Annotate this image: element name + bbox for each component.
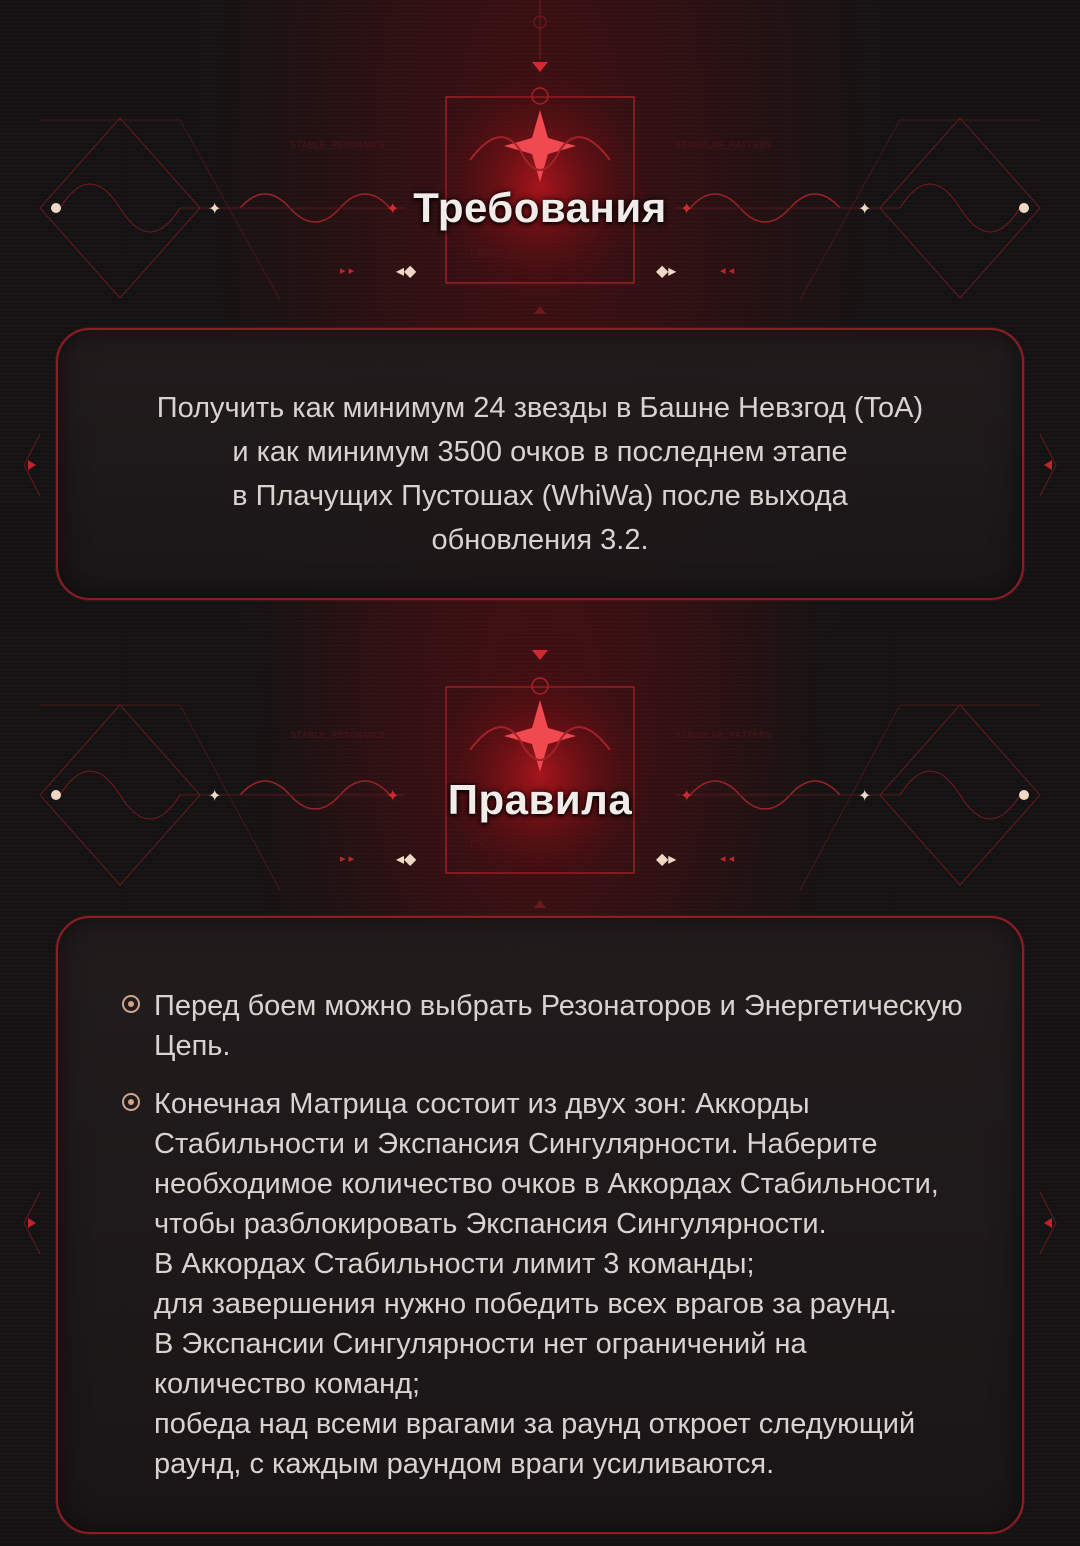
svg-text:◂◆: ◂◆ bbox=[396, 263, 417, 280]
rules-panel bbox=[56, 916, 1024, 1534]
side-marker-left-icon bbox=[20, 1188, 44, 1258]
svg-text:✦: ✦ bbox=[680, 201, 694, 218]
bullet-icon bbox=[122, 995, 140, 1013]
requirements-line: Получить как минимум 24 звезды в Башне Невзгод (ToA) bbox=[156, 392, 924, 424]
bullet-icon bbox=[122, 1093, 140, 1111]
rule-line: для завершения нужно победить всех врагов за раунд. bbox=[154, 1288, 898, 1320]
requirements-text bbox=[58, 386, 1022, 562]
rules-list bbox=[118, 986, 998, 1502]
rule-line: В Аккордах Стабильности лимит 3 команды; bbox=[154, 1248, 755, 1280]
requirements-panel bbox=[56, 328, 1024, 600]
rule-line: Конечная Матрица состоит из двух зон: Аккорды bbox=[154, 1088, 810, 1120]
rule-line: В Экспансии Сингулярности нет ограничений на bbox=[154, 1328, 807, 1360]
svg-text:◆▸: ◆▸ bbox=[656, 851, 677, 868]
rules-title: Правила bbox=[447, 776, 633, 823]
svg-text:✦: ✦ bbox=[858, 788, 872, 805]
svg-text:✦: ✦ bbox=[680, 788, 694, 805]
rule-line: победа над всеми врагами за раунд откроет следующий bbox=[154, 1408, 916, 1440]
requirements-line: обновления 3.2. bbox=[431, 524, 649, 556]
requirements-header bbox=[0, 0, 1080, 320]
rule-line: Перед боем можно выбрать Резонаторов и Энергетическую bbox=[154, 990, 963, 1022]
header-ornament bbox=[0, 590, 1080, 910]
svg-text:SINGULAR_PATTERN: SINGULAR_PATTERN bbox=[675, 141, 772, 152]
requirements-title: Требования bbox=[413, 184, 667, 231]
svg-text:◆▸: ◆▸ bbox=[656, 263, 677, 280]
rule-item bbox=[118, 1084, 998, 1484]
side-marker-right-icon bbox=[1036, 430, 1060, 500]
svg-text:◂ ◂: ◂ ◂ bbox=[720, 853, 735, 865]
svg-text:◂ ◂: ◂ ◂ bbox=[720, 265, 735, 277]
rule-line: Цепь. bbox=[154, 1030, 231, 1062]
svg-text:SINGULAR_PATTERN: SINGULAR_PATTERN bbox=[675, 731, 772, 742]
svg-text:✦: ✦ bbox=[208, 201, 222, 218]
header-ornament bbox=[0, 0, 1080, 320]
svg-text:STABLE_RESONANCE: STABLE_RESONANCE bbox=[290, 141, 387, 152]
requirements-line: и как минимум 3500 очков в последнем этапе bbox=[232, 436, 848, 468]
svg-text:✦: ✦ bbox=[386, 201, 400, 218]
svg-text:STABLE_RESONANCE: STABLE_RESONANCE bbox=[290, 731, 387, 742]
rules-header bbox=[0, 590, 1080, 910]
rule-line: чтобы разблокировать Экспансия Сингулярности. bbox=[154, 1208, 827, 1240]
svg-text:✦: ✦ bbox=[208, 788, 222, 805]
rule-item bbox=[118, 986, 998, 1066]
svg-text:▸ ▸: ▸ ▸ bbox=[340, 265, 355, 277]
svg-text:✦: ✦ bbox=[858, 201, 872, 218]
side-marker-right-icon bbox=[1036, 1188, 1060, 1258]
svg-text:ENDSTATE MATRIX: ENDSTATE MATRIX bbox=[470, 248, 579, 262]
rule-line: количество команд; bbox=[154, 1368, 421, 1400]
svg-text:◂◆: ◂◆ bbox=[396, 851, 417, 868]
svg-text:✦: ✦ bbox=[386, 788, 400, 805]
svg-text:ENDSTATE MATRIX: ENDSTATE MATRIX bbox=[470, 838, 579, 852]
svg-text:▸ ▸: ▸ ▸ bbox=[340, 853, 355, 865]
requirements-line: в Плачущих Пустошах (WhiWa) после выхода bbox=[232, 480, 848, 512]
rule-line: необходимое количество очков в Аккордах Стабильности, bbox=[154, 1168, 939, 1200]
rule-line: раунд, с каждым раундом враги усиливаются. bbox=[154, 1448, 775, 1480]
side-marker-left-icon bbox=[20, 430, 44, 500]
rule-line: Стабильности и Экспансия Сингулярности. Наберите bbox=[154, 1128, 878, 1160]
